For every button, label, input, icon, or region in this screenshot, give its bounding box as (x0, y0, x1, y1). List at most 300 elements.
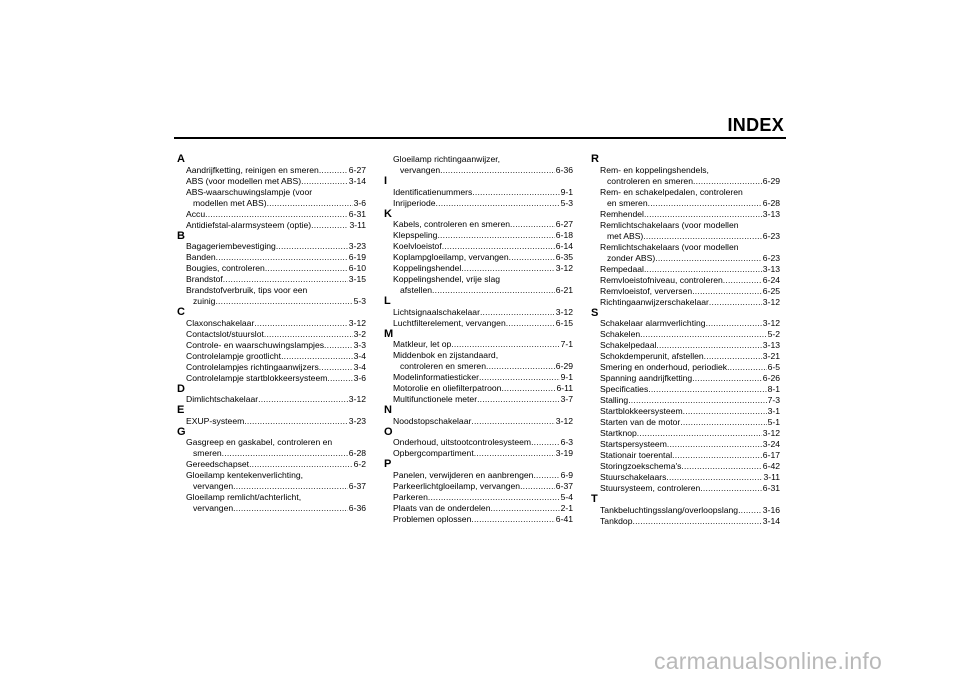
index-entry (590, 209, 780, 220)
index-entry-text: Koplampgloeilamp, vervangen (393, 252, 509, 262)
index-entry-text: Claxonschakelaar (186, 317, 255, 328)
index-entry (383, 263, 573, 274)
index-entry (590, 329, 780, 340)
index-entry (590, 406, 780, 417)
index-entry-text: Startknop (600, 428, 637, 438)
index-entry-text: Luchtfilterelement, vervangen (393, 317, 506, 328)
page-number: 3-23 (348, 415, 366, 426)
index-entry-text: Tankdop (600, 515, 633, 526)
index-entry (590, 395, 780, 406)
index-entry (590, 483, 780, 494)
dot-leader (437, 230, 554, 241)
index-entry-text: Remhendel (600, 208, 644, 219)
index-entry-text: Rem- en koppelingshendels, (600, 164, 709, 175)
dot-leader (637, 428, 762, 439)
index-entry-text: Brandstof (186, 274, 223, 284)
index-entry (383, 437, 573, 448)
page-number: 3-7 (560, 394, 573, 404)
index-entry-text: met ABS) (607, 230, 644, 241)
index-entry-text: Controlelampje grootlicht (186, 350, 282, 361)
page-number: 6-41 (555, 513, 573, 524)
page-number: 3-13 (762, 208, 780, 219)
page-number: 6-36 (348, 503, 366, 513)
index-entry-text: Panelen, verwijderen en aanbrengen (393, 469, 534, 480)
index-entry (590, 373, 780, 384)
index-entry-text: en smeren (607, 197, 648, 208)
index-entry-text: Multifunctionele meter (393, 394, 478, 404)
index-entry-text: Noodstopschakelaar (393, 415, 472, 426)
index-entry (383, 383, 573, 394)
page-number: 6-31 (762, 483, 780, 493)
index-entry (383, 187, 573, 198)
index-entry (590, 439, 780, 450)
page-number: 6-5 (767, 362, 780, 372)
page-number: 6-25 (762, 285, 780, 296)
page-number: 6-18 (555, 230, 573, 240)
dot-leader (644, 264, 762, 275)
dot-leader (681, 461, 761, 472)
page-number: 3-3 (353, 339, 366, 350)
index-entry (176, 492, 366, 514)
index-entry-text: Remvloeistofniveau, controleren (600, 274, 723, 285)
page-number: 6-35 (555, 252, 573, 262)
index-entry-text: Brandstofverbruik, tips voor een (186, 285, 308, 295)
index-entry (590, 220, 780, 242)
dot-leader (233, 503, 348, 514)
index-entry-text: vervangen (400, 165, 441, 175)
page-number: 6-37 (348, 481, 366, 491)
index-entry (383, 230, 573, 241)
index-entry-text: Modelinformatiesticker (393, 372, 479, 382)
index-entry-text: Klepspeling (393, 230, 438, 240)
index-letter-heading: P (384, 458, 392, 470)
page-number: 3-24 (762, 439, 780, 449)
index-entry-text: Rem- en schakelpedalen, controleren (600, 186, 743, 197)
dot-leader (633, 516, 762, 527)
index-entry-text: Gereedschapset (186, 459, 250, 469)
page-number: 6-15 (555, 317, 573, 328)
index-entry (590, 428, 780, 439)
dot-leader (265, 263, 348, 274)
index-letter-heading: A (177, 153, 185, 165)
index-entry (176, 220, 366, 231)
dot-leader (480, 307, 555, 318)
index-entry-text: controleren en smeren (400, 361, 486, 371)
index-entry-text: Specificaties (600, 384, 649, 394)
index-entry-text: vervangen (193, 503, 234, 513)
index-entry (590, 187, 780, 209)
page-number: 3-12 (762, 428, 780, 438)
index-entry (176, 187, 366, 209)
dot-leader (216, 252, 348, 263)
dot-leader (223, 274, 348, 285)
page-number: 6-37 (555, 480, 573, 491)
index-entry (383, 503, 573, 514)
page-number: 3-15 (348, 274, 366, 284)
index-entry (176, 241, 366, 252)
index-entry (176, 252, 366, 263)
index-entry-text: Remvloeistof, verversen (600, 285, 693, 296)
page-number: 6-2 (353, 459, 366, 469)
dot-leader (692, 286, 762, 297)
index-entry (383, 307, 573, 318)
index-entry-text: Kabels, controleren en smeren (393, 219, 511, 229)
index-entry (383, 372, 573, 383)
dot-leader (233, 481, 348, 492)
dot-leader (222, 448, 348, 459)
dot-leader (640, 329, 766, 340)
dot-leader (264, 329, 353, 340)
index-entry-text: Controlelampje startblokkeersysteem (186, 372, 328, 383)
page-number: 6-29 (555, 361, 573, 371)
index-entry (590, 362, 780, 373)
index-column-2 (383, 154, 573, 525)
index-letter-heading: C (177, 306, 185, 318)
dot-leader (436, 198, 560, 209)
dot-leader (324, 340, 353, 351)
dot-leader (666, 472, 762, 483)
index-entry (590, 417, 780, 428)
page-number: 6-3 (560, 437, 573, 447)
title-rule (174, 137, 786, 139)
dot-leader (319, 165, 348, 176)
index-entry (383, 470, 573, 481)
index-entry-text: controleren en smeren (607, 175, 693, 186)
index-entry-text: Parkeerlichtgloeilamp, vervangen (393, 480, 521, 491)
index-entry (176, 274, 366, 285)
dot-leader (709, 297, 762, 308)
index-entry-text: vervangen (193, 481, 234, 491)
index-entry-text: Identificatienummers (393, 186, 473, 197)
index-entry (176, 373, 366, 384)
index-entry (383, 350, 573, 372)
page-number: 3-14 (348, 175, 366, 186)
index-entry (383, 339, 573, 350)
dot-leader (428, 492, 560, 503)
index-entry-text: afstellen (400, 285, 433, 295)
index-letter-heading: O (384, 425, 393, 438)
dot-leader (311, 220, 348, 231)
page-number: 3-6 (353, 372, 366, 383)
index-entry-text: smeren (193, 448, 222, 458)
dot-leader (215, 296, 352, 307)
page-number: 6-14 (555, 241, 573, 251)
index-letter-heading: N (384, 404, 392, 416)
page-number: 3-6 (353, 197, 366, 208)
index-letter-heading: K (384, 207, 392, 220)
dot-leader (205, 209, 348, 220)
index-entry (383, 274, 573, 296)
index-entry (176, 351, 366, 362)
dot-leader (258, 394, 348, 405)
index-entry-text: Smering en onderhoud, periodiek (600, 362, 728, 372)
page-number: 3-13 (762, 263, 780, 274)
dot-leader (692, 373, 762, 384)
dot-leader (486, 361, 555, 372)
dot-leader (700, 483, 761, 494)
index-entry-text: Motorolie en oliefilterpatroon (393, 383, 502, 393)
dot-leader (706, 318, 762, 329)
index-entry-text: zuinig (193, 296, 216, 306)
index-entry (176, 362, 366, 373)
index-entry (590, 516, 780, 527)
page-number: 2-1 (560, 502, 573, 513)
page-number: 7-3 (767, 395, 780, 405)
index-entry (590, 286, 780, 297)
page-number: 3-4 (353, 350, 366, 361)
page-number: 6-31 (348, 208, 366, 219)
index-letter-heading: R (591, 153, 599, 165)
index-entry-text: Starten van de motor (600, 417, 681, 427)
page-number: 3-13 (762, 340, 780, 350)
index-entry-text: Stuursysteem, controleren (600, 483, 701, 493)
index-entry-text: Stationair toerental (600, 450, 673, 460)
dot-leader (738, 505, 762, 516)
index-entry (383, 198, 573, 209)
index-entry-text: Problemen oplossen (393, 513, 472, 524)
dot-leader (643, 231, 762, 242)
dot-leader (276, 241, 348, 252)
index-entry-text: Storingzoekschema's (600, 461, 682, 471)
index-entry (383, 481, 573, 492)
page-number: 6-27 (555, 219, 573, 229)
index-entry-text: Middenbok en zijstandaard, (393, 350, 499, 360)
dot-leader (727, 362, 766, 373)
page-number: 6-36 (555, 165, 573, 175)
dot-leader (254, 318, 347, 329)
index-column-1 (176, 154, 366, 514)
index-entry (590, 384, 780, 395)
index-entry-text: Gasgreep en gaskabel, controleren en (186, 437, 333, 447)
index-entry (590, 275, 780, 286)
dot-leader (509, 252, 555, 263)
index-entry-text: Dimlichtschakelaar (186, 394, 259, 404)
page-number: 9-1 (560, 186, 573, 197)
index-entry-text: Matkleur, let op (393, 339, 452, 349)
index-entry (590, 165, 780, 187)
dot-leader (490, 503, 559, 514)
page-number: 3-1 (767, 406, 780, 416)
index-entry (383, 514, 573, 525)
index-entry-text: modellen met ABS) (193, 197, 267, 208)
dot-leader (672, 450, 762, 461)
index-entry (590, 450, 780, 461)
page-number: 6-27 (348, 164, 366, 175)
page-number: 3-12 (348, 394, 366, 404)
dot-leader (648, 198, 762, 209)
page-number: 3-23 (348, 241, 366, 251)
index-entry (383, 241, 573, 252)
dot-leader (267, 198, 353, 209)
page-number: 3-11 (349, 219, 366, 230)
dot-leader (520, 481, 555, 492)
dot-leader (680, 417, 766, 428)
dot-leader (451, 339, 559, 350)
index-entry (383, 252, 573, 263)
page-number: 6-17 (762, 450, 780, 460)
dot-leader (667, 439, 762, 450)
page-title: INDEX (727, 115, 784, 135)
dot-leader (704, 351, 762, 362)
page-number: 3-16 (762, 504, 780, 515)
index-letter-heading: G (177, 425, 186, 438)
dot-leader (472, 187, 559, 198)
index-entry-text: Bougies, controleren (186, 263, 265, 273)
dot-leader (474, 448, 555, 459)
page-number: 3-19 (555, 448, 573, 458)
page-number: 3-12 (348, 317, 366, 328)
index-letter-heading: B (177, 229, 185, 242)
index-entry (176, 318, 366, 329)
index-entry-text: Richtingaanwijzerschakelaar (600, 296, 709, 307)
dot-leader (432, 285, 555, 296)
dot-leader (533, 470, 559, 481)
index-entry (383, 416, 573, 427)
index-entry (176, 340, 366, 351)
page-number: 3-14 (762, 515, 780, 526)
index-entry-text: Schakelaar alarmverlichting (600, 318, 706, 328)
dot-leader (471, 514, 554, 525)
index-entry (176, 176, 366, 187)
index-entry (176, 209, 366, 220)
index-entry-text: zonder ABS) (607, 252, 656, 263)
dot-leader (510, 219, 555, 230)
index-letter-heading: M (384, 327, 394, 340)
index-entry-text: Inrijperiode (393, 197, 436, 208)
dot-leader (693, 176, 762, 187)
page-number: 5-1 (767, 417, 780, 427)
dot-leader (648, 384, 766, 395)
dot-leader (319, 362, 353, 373)
dot-leader (327, 373, 352, 384)
index-entry-text: EXUP-systeem (186, 415, 245, 426)
index-entry (590, 242, 780, 264)
dot-leader (655, 253, 762, 264)
page-number: 3-2 (353, 328, 366, 339)
index-entry (590, 461, 780, 472)
index-entry-text: ABS (voor modellen met ABS) (186, 175, 302, 186)
index-entry (176, 263, 366, 274)
page-number: 3-11 (763, 472, 780, 482)
index-entry-text: Rempedaal (600, 263, 644, 274)
index-entry-text: Spanning aandrijfketting (600, 373, 693, 383)
page-number: 6-23 (762, 230, 780, 241)
index-entry (590, 297, 780, 308)
page-number: 9-1 (560, 372, 573, 382)
index-entry-text: ABS-waarschuwingslampje (voor (186, 186, 313, 197)
dot-leader (479, 372, 560, 383)
index-entry (176, 459, 366, 470)
index-letter-heading: D (177, 382, 185, 395)
page-number: 6-28 (348, 448, 366, 458)
dot-leader (244, 416, 348, 427)
dot-leader (683, 406, 767, 417)
index-entry (590, 505, 780, 516)
page-number: 6-26 (762, 373, 780, 383)
index-entry (176, 437, 366, 459)
index-entry-text: Koppelingshendel, vrije slag (393, 274, 501, 284)
dot-leader (440, 165, 555, 176)
index-entry-text: Koppelingshendel (393, 263, 462, 273)
index-entry (383, 318, 573, 329)
index-letter-heading: I (384, 175, 388, 187)
index-entry-text: Lichtsignaalschakelaar (393, 306, 480, 317)
page-number: 3-12 (555, 306, 573, 317)
index-entry-text: Plaats van de onderdelen (393, 502, 491, 513)
index-entry (383, 492, 573, 503)
index-entry (176, 165, 366, 176)
page-number: 6-10 (348, 263, 366, 273)
page-number: 3-21 (762, 351, 780, 361)
index-entry (590, 264, 780, 275)
index-entry-text: Koelvloeistof (393, 241, 442, 251)
dot-leader (506, 318, 555, 329)
dot-leader (442, 241, 555, 252)
index-entry-text: Banden (186, 252, 216, 262)
page-number: 6-42 (762, 461, 780, 471)
page-number: 5-2 (767, 329, 780, 339)
page-number: 6-28 (762, 197, 780, 208)
dot-leader (644, 209, 762, 220)
index-entry-text: Controlelampjes richtingaanwijzers (186, 361, 319, 372)
index-entry-text: Bagageriembevestiging (186, 241, 276, 251)
index-entry-text: Accu (186, 208, 206, 219)
dot-leader (656, 340, 761, 351)
dot-leader (281, 351, 353, 362)
dot-leader (628, 395, 766, 406)
page-number: 6-24 (762, 274, 780, 285)
dot-leader (301, 176, 348, 187)
page-number: 3-4 (353, 361, 366, 372)
index-entry (383, 448, 573, 459)
index-entry (383, 154, 573, 176)
dot-leader (461, 263, 554, 274)
index-entry (590, 340, 780, 351)
page-number: 6-23 (762, 252, 780, 263)
page-number: 6-11 (556, 383, 573, 393)
index-entry-text: Tankbeluchtingsslang/overloopslang (600, 504, 739, 515)
page-number: 3-12 (762, 318, 780, 328)
index-entry-text: Stuurschakelaars (600, 472, 667, 482)
index-letter-heading: S (591, 306, 599, 319)
index-entry (590, 472, 780, 483)
index-entry-text: Opbergcompartiment (393, 448, 474, 458)
index-entry-text: Gloeilamp kentekenverlichting, (186, 470, 304, 480)
dot-leader (723, 275, 762, 286)
dot-leader (501, 383, 555, 394)
dot-leader (471, 416, 554, 427)
index-entry-text: Startspersysteem (600, 439, 667, 449)
watermark: carmanualsonline.info (654, 648, 882, 674)
index-entry-text: Remlichtschakelaars (voor modellen (600, 219, 739, 230)
page-number: 5-3 (560, 197, 573, 208)
index-entry-text: Schokdemperunit, afstellen (600, 351, 704, 361)
index-entry-text: Remlichtschakelaars (voor modellen (600, 241, 739, 252)
page-number: 6-9 (560, 469, 573, 480)
page-number: 3-12 (555, 415, 573, 426)
dot-leader (531, 437, 560, 448)
index-entry-text: Stalling (600, 395, 629, 405)
dot-leader (249, 459, 353, 470)
index-entry-text: Gloeilamp richtingaanwijzer, (393, 154, 500, 164)
page-number: 6-21 (555, 285, 573, 295)
index-entry (176, 470, 366, 492)
page-number: 5-4 (560, 491, 573, 502)
index-entry-text: Onderhoud, uitstootcontrolesysteem (393, 437, 532, 447)
index-letter-heading: L (384, 295, 391, 307)
index-entry (176, 394, 366, 405)
page-number: 3-12 (555, 263, 573, 273)
